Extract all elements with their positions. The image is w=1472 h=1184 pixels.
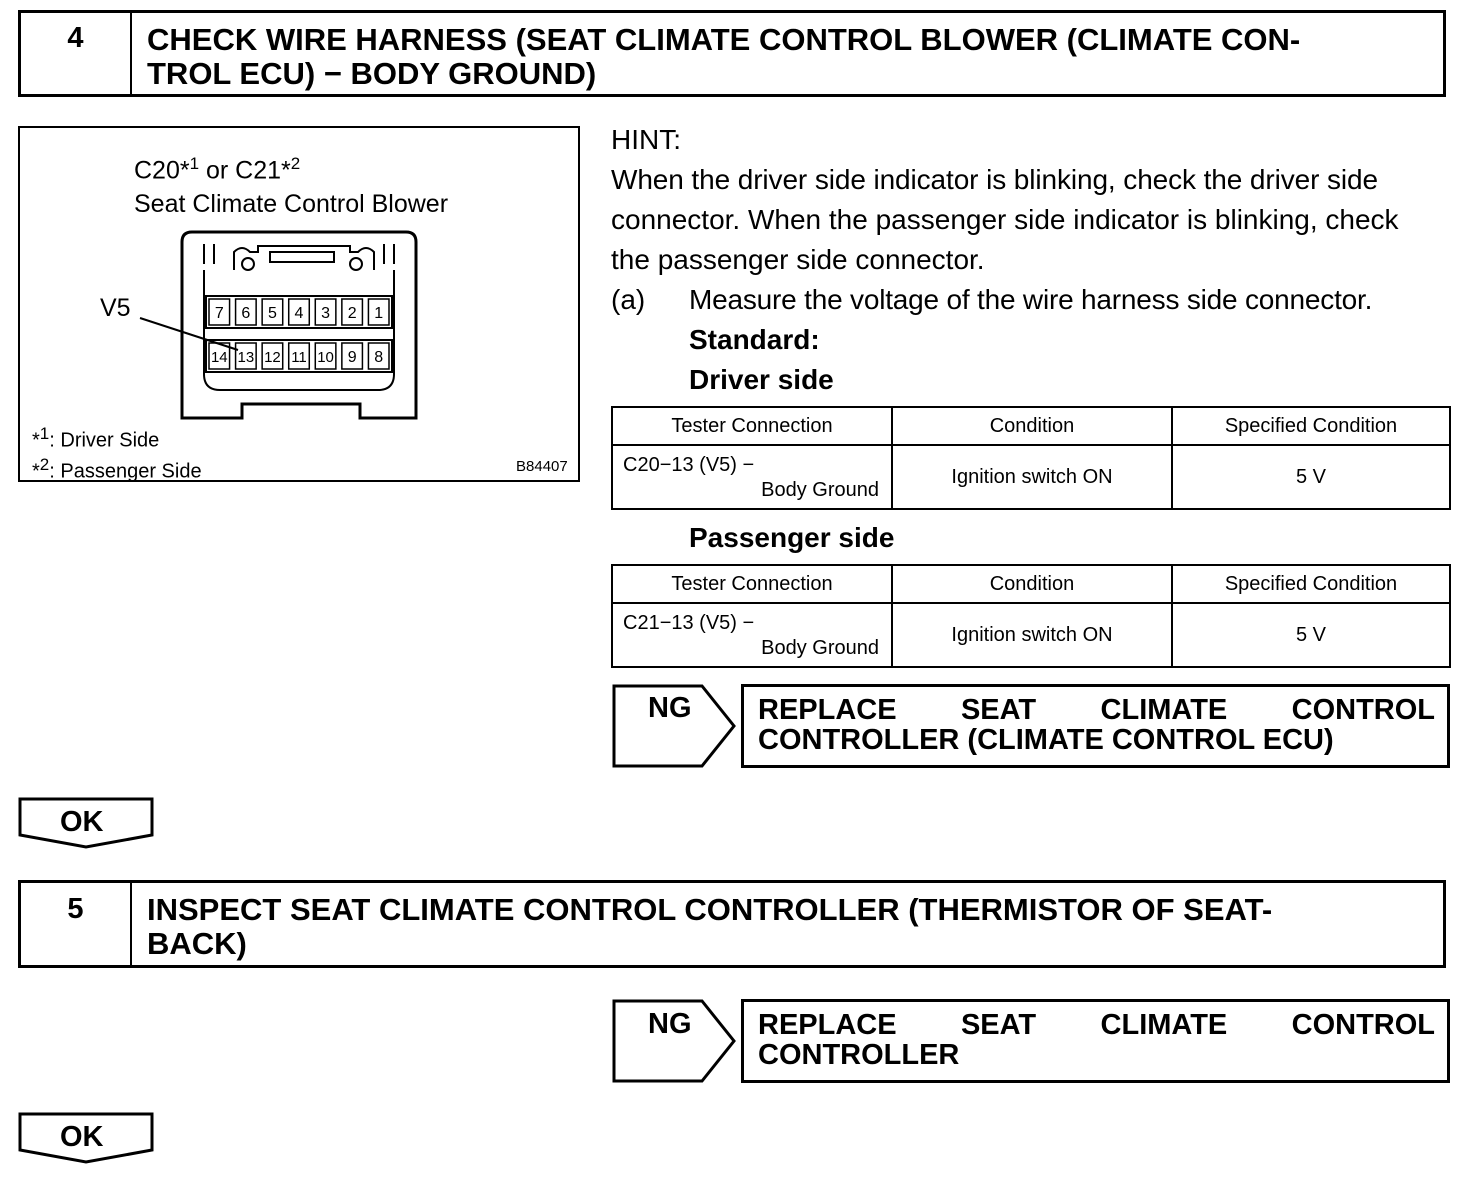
hint-line-3: the passenger side connector. (611, 244, 985, 275)
passenger-side-label: Passenger side (689, 522, 895, 553)
pin-label-7: 7 (214, 305, 224, 322)
pin-label-4: 4 (294, 305, 304, 322)
pin-label-12: 12 (264, 349, 281, 366)
header-specified-condition: Specified Condition (1172, 565, 1450, 603)
driver-spec-table (611, 406, 1451, 510)
connector-diagram (18, 126, 580, 482)
pin-label-2: 2 (347, 305, 357, 322)
step-5-title (147, 893, 1403, 961)
connector-id: C20*$^1$ or C21*$^2$ (134, 154, 301, 185)
ng-action-line2: CONTROLLER (758, 1039, 960, 1071)
pin-label-3: 3 (321, 305, 331, 322)
step-4-title (147, 23, 1403, 91)
header-tester-connection: Tester Connection (612, 407, 892, 445)
figure-id: B84407 (516, 458, 568, 475)
cell-specified: 5 V (1172, 603, 1450, 667)
pin-label-13: 13 (237, 349, 255, 366)
ok-label: OK (60, 1121, 104, 1153)
standard-label: Standard: (689, 324, 820, 355)
pin-label-9: 9 (347, 349, 357, 366)
pin-label-10: 10 (317, 349, 334, 366)
header-specified-condition: Specified Condition (1172, 407, 1450, 445)
driver-side-label: Driver side (689, 364, 834, 395)
step-5-title-line2: BACK) (147, 926, 247, 961)
cell-specified: 5 V (1172, 445, 1450, 509)
pin-label-1: 1 (374, 305, 384, 322)
pin-callout-v5: V5 (100, 294, 131, 322)
cell-condition: Ignition switch ON (892, 445, 1172, 509)
cell-tester-connection: C21−13 (V5) − Body Ground (612, 603, 892, 667)
pin-label-6: 6 (241, 305, 251, 322)
header-condition: Condition (892, 565, 1172, 603)
hint-line-1: When the driver side indicator is blinking, check the driver side (611, 164, 1378, 195)
ng-label: NG (648, 692, 692, 724)
step-5-header (18, 880, 1446, 968)
table-row (612, 603, 1450, 667)
item-marker: (a) (611, 284, 646, 315)
hint-line-2: connector. When the passenger side indicator is blinking, check (611, 204, 1399, 235)
header-tester-connection: Tester Connection (612, 565, 892, 603)
pin-label-5: 5 (267, 305, 277, 322)
ng-label: NG (648, 1008, 692, 1040)
pin-label-14: 14 (210, 349, 228, 366)
step-4-title-line1: CHECK WIRE HARNESS (SEAT CLIMATE CONTROL BLOWER (CLIMATE CON- (147, 22, 1301, 57)
ng-action-line1: REPLACE SEAT CLIMATE CONTROL (758, 694, 1436, 726)
step-4-number: 4 (21, 13, 132, 94)
table-header-row (612, 407, 1450, 445)
passenger-spec-table (611, 564, 1451, 668)
note-driver-side: *$^1$: Driver Side (32, 424, 160, 452)
note-passenger-side: *$^2$: Passenger Side (32, 455, 202, 483)
ng-action-line2: CONTROLLER (CLIMATE CONTROL ECU) (758, 724, 1334, 756)
step-5-number: 5 (21, 883, 132, 965)
pin-callout-line (140, 318, 238, 350)
ng-action-box (741, 684, 1450, 768)
step-4-title-line2: TROL ECU) − BODY GROUND) (147, 56, 597, 91)
pin-label-8: 8 (374, 349, 384, 366)
header-condition: Condition (892, 407, 1172, 445)
ng-action-box (741, 999, 1450, 1083)
hint-label: HINT: (611, 124, 681, 155)
table-header-row (612, 565, 1450, 603)
cell-condition: Ignition switch ON (892, 603, 1172, 667)
ng-action-line1: REPLACE SEAT CLIMATE CONTROL (758, 1009, 1436, 1041)
table-row (612, 445, 1450, 509)
item-text: Measure the voltage of the wire harness side connector. (689, 284, 1373, 315)
component-name: Seat Climate Control Blower (134, 190, 449, 218)
cell-tester-connection: C20−13 (V5) − Body Ground (612, 445, 892, 509)
step-5-title-line1: INSPECT SEAT CLIMATE CONTROL CONTROLLER (THERMISTOR OF SEAT- (147, 892, 1273, 927)
pin-label-11: 11 (291, 349, 307, 366)
step-4-header (18, 10, 1446, 97)
ok-label: OK (60, 806, 104, 838)
